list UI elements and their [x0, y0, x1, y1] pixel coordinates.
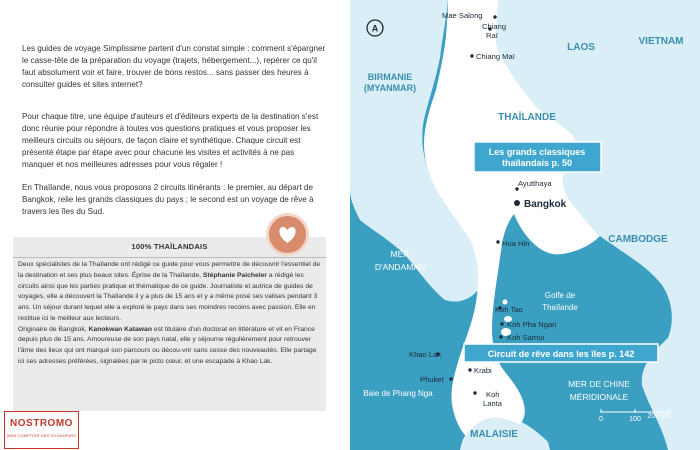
dot-mae-salong [493, 15, 496, 18]
nostromo-logo [4, 411, 79, 449]
koh-lanta-island [482, 382, 487, 390]
dot-chiang-mai [470, 54, 473, 57]
sea-chine-2: MÉRIDIONALE [569, 392, 629, 402]
country-thailande: THAÏLANDE [498, 112, 556, 123]
label-ayutthaya: Ayutthaya [518, 179, 552, 188]
label-koh-pha-ngan: Koh Pha Ngan [507, 320, 557, 329]
country-cambodge: CAMBODGE [608, 234, 668, 245]
authors-text-d: est titulaire d'un doctorat en littérature et vit en France depuis plus de 15 ans. Amoureuse de son pays natal, elle y séjourne régulièrement pour retrouver l'âme des lieux qui ont marqué son parcours ou décou-vrir sans cesse des nouveautés. Elle partage ici ses adresses préférées, signalées par le picto cœur, et une escapade à Khao Lak. [18, 325, 317, 365]
country-malaisie: MALAISIE [470, 429, 518, 440]
sea-andaman-2: D'ANDAMAN [374, 262, 426, 272]
sea-chine-1: MER DE CHINE [568, 379, 630, 389]
country-birmanie: BIRMANIE [367, 72, 413, 82]
heart-icon [266, 213, 309, 256]
country-vietnam: VIETNAM [638, 36, 684, 47]
dot-koh-lanta [473, 391, 476, 394]
authors-text-a: Deux spécialistes de la Thaïlande ont rédigé ce guide pour vous permettre de découvrir l'essentiel de la destination et ses plus beaux sites. Éprise de la Thaïlande, [18, 261, 321, 279]
authors-text-c: Originaire de Bangkok, [18, 325, 89, 333]
phuket-island [457, 372, 465, 384]
dot-hua-hin [496, 240, 499, 243]
logo-subtitle: WEB COMPTOIR DES VOYAGEURS [7, 434, 76, 438]
sea-golfe-1: Golfe de [544, 291, 576, 300]
logo-name: NOSTROMO [10, 418, 73, 429]
dot-koh-pha-ngan [500, 322, 503, 325]
koh-tao-island [503, 300, 508, 305]
country-laos: LAOS [567, 42, 595, 53]
north-arrow-letter: A [371, 23, 379, 34]
team-paragraph: Pour chaque titre, une équipe d'auteurs et d'éditeurs experts de la destination s'est donc réunie pour répondre à toutes vos questions pratiques et vous proposer les meilleurs circuits ou séjours, de façon claire et synthétique. Chaque circuit est présenté étape par étape avec pour chacune les visites et activités à ne pas manquer et nos meilleures adresses pour vous régaler ! [22, 112, 319, 170]
label-hua-hin: Hua Hin [502, 239, 530, 248]
authors-box-text [18, 260, 323, 368]
scale-label-0: 0 [599, 416, 603, 423]
circuit-iles-label: Circuit de rêve dans les îles p. 142 [487, 349, 635, 359]
label-phuket: Phuket [420, 375, 444, 384]
scale-label-100: 100 [629, 416, 641, 423]
label-chiang-rai-1: Chiang [482, 22, 507, 31]
sea-andaman-1: MER [390, 249, 410, 259]
authors-box [13, 237, 326, 411]
label-khao-lak: Khao Lak [409, 350, 442, 359]
sea-golfe-2: Thaïlande [542, 303, 578, 312]
label-mae-salong: Mae Salong [442, 11, 483, 20]
dot-koh-samui [499, 335, 502, 338]
scale-label-200: 200 km [647, 413, 671, 420]
author-name-2: Kanokwan Katawan [88, 325, 152, 333]
heart-glyph [269, 216, 306, 253]
circuit-classiques-line-2: thaïlandais p. 50 [501, 158, 573, 168]
dot-phuket [449, 377, 452, 380]
label-koh-tao: Koh Tao [495, 305, 523, 314]
dot-krabi [468, 368, 471, 371]
label-krabi: Krabi [474, 366, 492, 375]
circuits-paragraph: En Thaïlande, nous vous proposons 2 circuits itinérants : le premier, au départ de Bangkok, relie les grands classiques du pays ; le second est un voyage de rêve à travers les îles du Sud. [22, 183, 314, 217]
label-bangkok: Bangkok [524, 199, 567, 210]
label-koh-lanta-2: Lanta [483, 399, 503, 408]
circuit-classiques-line-1: Les grands classiques [488, 147, 586, 157]
label-koh-samui: Koh Samui [507, 333, 545, 342]
country-myanmar: (MYANMAR) [363, 83, 417, 93]
label-chiang-mai: Chiang Maï [476, 52, 515, 61]
authors-text-b: a rédigé les circuits ainsi que les parties pratique et thématique de ce guide. Journaliste et autrice de guides de voyages, elle a découvert la Thaïlande il y a plus de 15 ans et y a même posé ses valises pendant 3 ans. Un séjour durant lequel elle a exploré le pays dans ses moindres recoins avec passion. Elle en restitue ici le meilleur aux lecteurs. [18, 271, 318, 322]
author-name-1: Stéphanie Paicheler [202, 271, 268, 279]
label-chiang-rai-2: Raï [486, 31, 498, 40]
authors-box-heading: 100% THAÏLANDAIS [13, 237, 326, 258]
intro-paragraph: Les guides de voyage Simplissime partent d'un constat simple : comment s'épargner le casse-tête de la préparation du voyage (trajets, hébergement...), repérer ce qu'il faut absolument voir et faire, trouver de bons restos... sans passer des heures à consulter guides et sites internet? [22, 44, 326, 90]
dot-bangkok [514, 200, 520, 206]
thailand-map [350, 0, 700, 450]
label-koh-lanta-1: Koh [486, 390, 500, 399]
sea-phang-nga: Baie de Phang Nga [363, 389, 433, 398]
